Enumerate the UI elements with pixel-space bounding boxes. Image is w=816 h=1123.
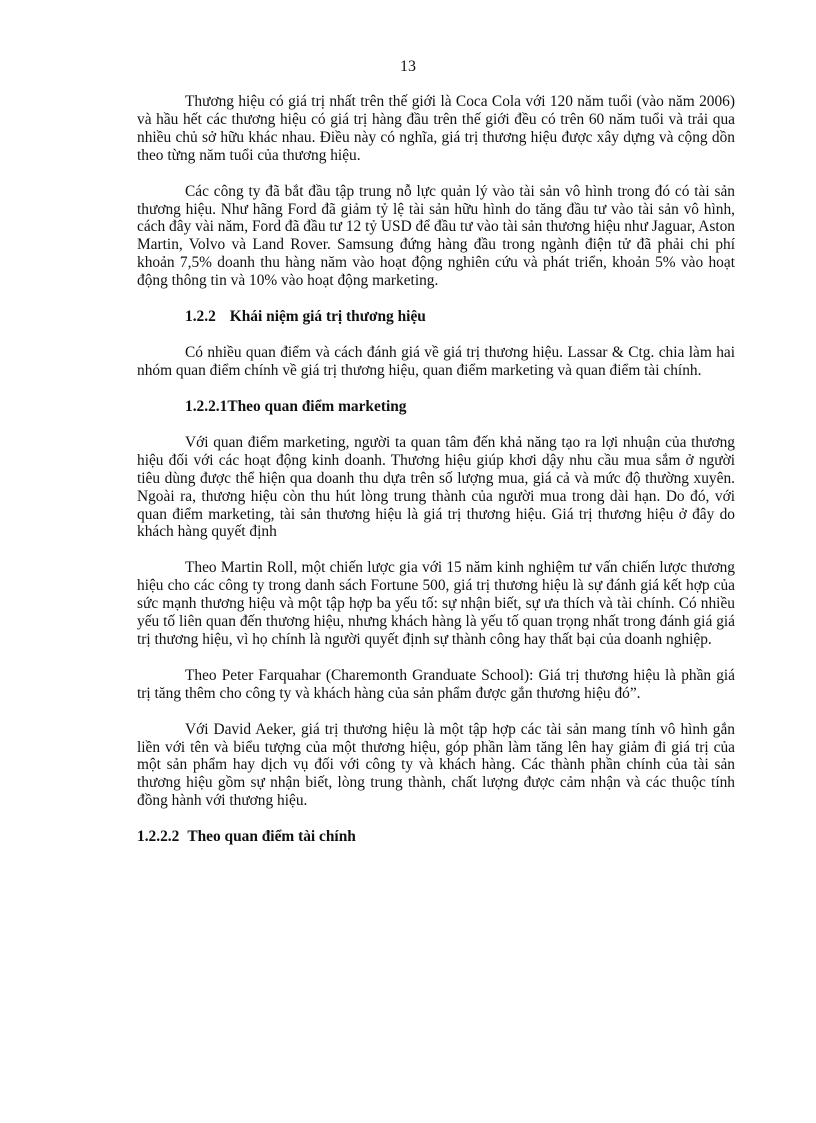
paragraph-peter-farquahar: Theo Peter Farquahar (Charemonth Granduate School): Giá trị thương hiệu là phần giá trị tăng thêm cho công ty và khách hàng của sản phẩm được gắn thương hiệu đó”. [137,666,735,702]
section-title: Theo quan điểm marketing [227,397,407,415]
page-number: 13 [400,58,416,75]
paragraph-brand-equity-views: Có nhiều quan điểm và cách đánh giá về giá trị thương hiệu. Lassar & Ctg. chia làm hai nhóm quan điểm chính về giá trị thương hiệu, quan điểm marketing và quan điểm tài chính. [137,344,735,379]
section-heading-1-2-2 [137,308,735,326]
page-content [137,93,735,864]
section-number: 1.2.2.2 [137,828,180,846]
paragraph-intangible-assets: Các công ty đã bắt đầu tập trung nỗ lực quản lý vào tài sản vô hình trong đó có tài sản thương hiệu. Như hãng Ford đã giảm tỷ lệ tài sản hữu hình do tăng đầu tư vào tài sản vô hình, cách đây vài năm, Ford đã đầu tư 12 tỷ USD để đầu tư vào tài sản thương hiệu như Jaguar, Aston Martin, Volvo và Land Rover. Samsung đứng hàng đầu trong ngành điện tử đã phải chi phí khoản 7,5% doanh thu hàng năm vào hoạt động nghiên cứu và phát triển, khoản 5% vào hoạt động thông tin và 10% vào hoạt động marketing. [137,182,735,290]
section-number: 1.2.2.1 [185,397,228,415]
paragraph-martin-roll: Theo Martin Roll, một chiến lược gia với 15 năm kinh nghiệm tư vấn chiến lược thương hiệu cho các công ty trong danh sách Fortune 500, giá trị thương hiệu là sự đánh giá kết hợp của sức mạnh thương hiệu và một tập hợp ba yếu tố: sự nhận biết, sự ưa thích và tài chính. Có nhiều yếu tố liên quan đến thương hiệu, nhưng khách hàng là yếu tố quan trọng nhất trong đánh giá giá trị thương hiệu, vì họ chính là người quyết định sự thành công hay thất bại của doanh nghiệp. [137,559,735,648]
paragraph-coca-cola: Thương hiệu có giá trị nhất trên thế giới là Coca Cola với 120 năm tuổi (vào năm 2006) và hầu hết các thương hiệu có giá trị hàng đầu trên thế giới đều có trên 60 năm tuổi và trải qua nhiều chủ sở hữu khác nhau. Điều này có nghĩa, giá trị thương hiệu được xây dựng và cộng dồn theo từng năm tuổi của thương hiệu. [137,93,735,164]
section-heading-1-2-2-1 [137,398,735,416]
paragraph-marketing-view: Với quan điểm marketing, người ta quan tâm đến khả năng tạo ra lợi nhuận của thương hiệu đối với các hoạt động kinh doanh. Thương hiệu giúp khơi dậy nhu cầu mua sắm ở người tiêu dùng được thể hiện qua doanh thu dựa trên số lượng mua, giá cả và mức độ thường xuyên. Ngoài ra, thương hiệu còn thu hút lòng trung thành của người mua trong dài hạn. Do đó, với quan điểm marketing, tài sản thương hiệu là giá trị thương hiệu. Giá trị thương hiệu ở đây do khách hàng quyết định [137,433,735,541]
section-heading-1-2-2-2 [137,828,735,846]
paragraph-david-aeker: Với David Aeker, giá trị thương hiệu là một tập hợp các tài sản mang tính vô hình gắn liền với tên và biểu tượng của một thương hiệu, góp phần làm tăng lên hay giảm đi giá trị của một sản phẩm hay dịch vụ đối với công ty và khách hàng. Các thành phần chính của tài sản thương hiệu gồm sự nhận biết, lòng trung thành, chất lượng được cảm nhận và các thuộc tính đồng hành với thương hiệu. [137,720,735,810]
section-title: Khái niệm giá trị thương hiệu [229,308,426,326]
section-number: 1.2.2 [185,308,216,326]
section-title: Theo quan điểm tài chính [187,828,356,846]
